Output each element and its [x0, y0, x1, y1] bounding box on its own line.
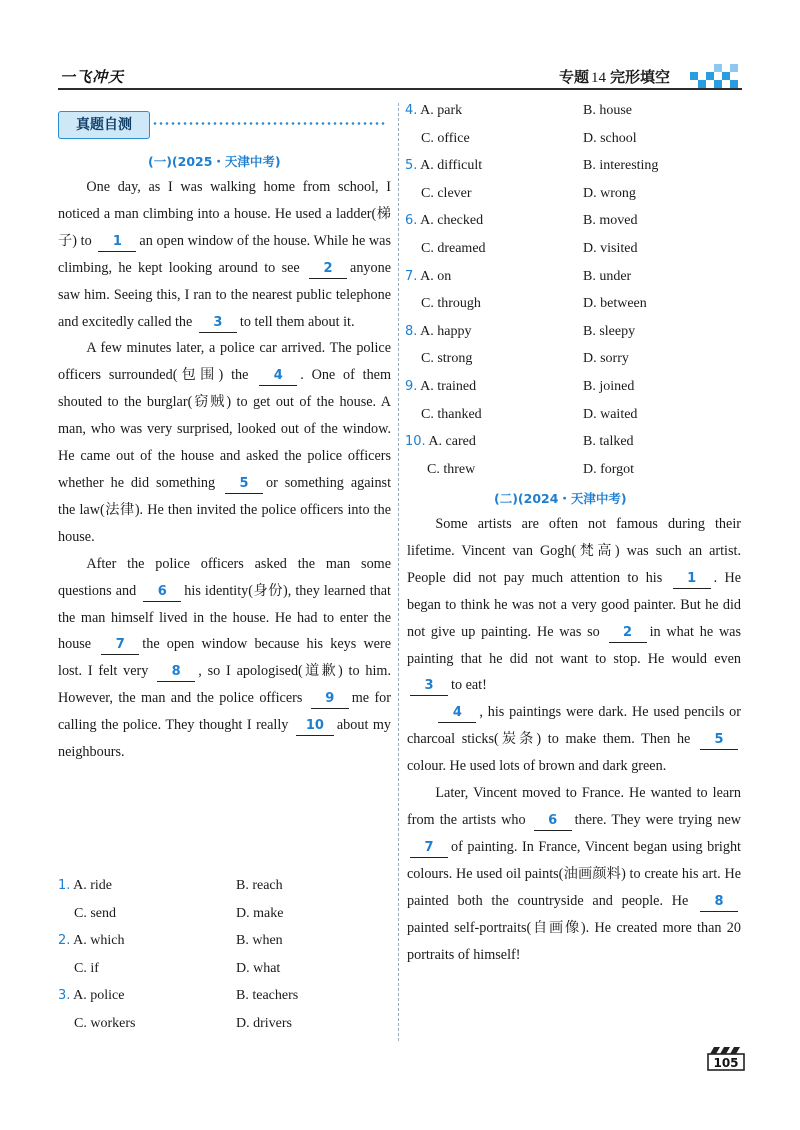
option-row	[405, 207, 735, 234]
passage-text: there. They were trying new	[574, 811, 741, 828]
blank-3[interactable]: 3	[410, 677, 448, 696]
blank-1[interactable]: 1	[98, 233, 136, 252]
option-row	[58, 1010, 388, 1037]
option-d[interactable]: D. wrong	[583, 185, 636, 201]
option-d[interactable]: D. forgot	[583, 461, 635, 477]
blank-7[interactable]: 7	[410, 839, 448, 858]
option-text: A. trained	[420, 379, 477, 394]
passage-text: the open window because his keys were lost. I felt very	[58, 636, 392, 680]
blank-2[interactable]: 2	[309, 260, 347, 279]
blank-4[interactable]: 4	[259, 367, 297, 386]
blank-8[interactable]: 8	[700, 893, 738, 912]
passage2-title: (二)(2024・天津中考)	[494, 491, 627, 506]
topic-heading	[559, 66, 670, 87]
option-row	[405, 428, 735, 455]
option-text: A. on	[420, 268, 452, 284]
blank-5[interactable]: 5	[225, 475, 263, 494]
option-a[interactable]	[58, 872, 112, 899]
option-b[interactable]: B. when	[236, 933, 283, 949]
passage-text: , his paintings were dark. He used pencils or charcoal sticks(炭条) to make them. Then he	[407, 704, 741, 748]
paragraph	[407, 780, 741, 968]
question-number: 1.	[58, 878, 71, 893]
option-row	[405, 152, 735, 179]
option-text: A. police	[73, 988, 125, 1004]
option-a[interactable]	[405, 263, 451, 290]
option-text: A. ride	[73, 878, 113, 893]
option-text: A. checked	[420, 213, 484, 229]
passage-text: of painting. In France, Vincent began using bright colours. He used oil paints(油画颜料) to create his art. He painted both the countryside and people. He	[407, 838, 741, 909]
page-number: 105	[713, 1056, 739, 1070]
option-row	[58, 982, 388, 1009]
column-divider	[398, 103, 400, 1041]
blank-9[interactable]: 9	[311, 690, 349, 709]
option-row	[405, 318, 735, 345]
blank-10[interactable]: 10	[296, 717, 334, 736]
paragraph	[407, 511, 741, 699]
option-text: C. threw	[427, 461, 476, 477]
paragraph	[58, 174, 391, 335]
option-c[interactable]	[421, 235, 486, 262]
option-row	[405, 290, 735, 317]
option-text: C. dreamed	[421, 241, 486, 256]
blank-6[interactable]: 6	[534, 812, 572, 831]
blank-8[interactable]: 8	[157, 663, 195, 682]
option-b[interactable]: B. sleepy	[583, 323, 636, 339]
section-tag: 真题自测	[58, 111, 150, 139]
passage-text: painted self-portraits(自画像). He created more than 20 portraits of himself!	[407, 919, 741, 963]
option-d[interactable]: D. drivers	[236, 1016, 292, 1031]
page-header	[58, 62, 742, 100]
option-c[interactable]	[74, 955, 99, 982]
passage-text: One day, as I was walking home from school, I noticed a man climbing into a house. He used a ladder(梯子) to	[58, 179, 391, 249]
question-number: 7.	[405, 268, 418, 284]
paragraph	[58, 551, 391, 766]
option-text: A. happy	[420, 323, 472, 339]
topic-number: 14	[590, 70, 606, 86]
passage1-title: (一)(2025・天津中考)	[148, 154, 281, 169]
option-row	[405, 345, 735, 372]
option-a[interactable]	[405, 373, 476, 400]
topic-label: 专题	[558, 68, 589, 86]
option-row	[405, 97, 735, 124]
passage1-body	[58, 174, 391, 766]
passage-text: to eat!	[451, 677, 487, 694]
option-c[interactable]	[74, 1010, 135, 1037]
section-dots	[152, 122, 387, 125]
option-d[interactable]: D. what	[236, 960, 281, 976]
option-b[interactable]: B. moved	[583, 213, 638, 229]
question-number: 9.	[405, 379, 418, 394]
option-a[interactable]	[58, 982, 124, 1009]
passage-text: or something against the law(法律). He then invited the police officers into the house.	[58, 474, 392, 545]
option-c[interactable]	[421, 401, 482, 428]
option-text: C. clever	[421, 185, 472, 201]
blank-5[interactable]: 5	[700, 731, 738, 750]
option-row	[58, 872, 388, 899]
option-text: C. through	[421, 296, 481, 312]
option-a[interactable]	[405, 207, 483, 234]
question-number: 10.	[405, 434, 426, 450]
question-number: 2.	[58, 933, 71, 949]
option-c[interactable]	[74, 900, 116, 927]
option-text: A. which	[73, 933, 125, 949]
option-b[interactable]: B. house	[583, 103, 632, 118]
passage-text: Later, Vincent moved to France. He wanted to learn from the artists who	[407, 785, 741, 828]
option-row	[405, 456, 735, 483]
blank-3[interactable]: 3	[199, 314, 237, 333]
passage-text: his identity(身份), they learned that the man himself lived in the house. He had to enter the house	[58, 582, 391, 653]
passage-text: , so I apologised(道歉) to him. However, the man and the police officers	[58, 663, 391, 707]
option-row	[58, 900, 388, 927]
option-a[interactable]	[405, 428, 476, 455]
passage-text: After the police officers asked the man some questions and	[58, 555, 391, 599]
option-c[interactable]	[421, 345, 472, 372]
passage-text: anyone saw him. Seeing this, I ran to the nearest public telephone and excitedly called the	[58, 259, 392, 330]
option-row	[405, 235, 735, 262]
brand-logo: 一飞冲天	[60, 68, 125, 86]
option-d[interactable]: D. between	[583, 296, 647, 312]
paragraph	[58, 335, 391, 550]
passage-text: A few minutes later, a police car arrived. The police officers surrounded(包围) the	[58, 340, 391, 384]
option-d[interactable]: D. school	[583, 130, 637, 146]
blank-2[interactable]: 2	[609, 624, 647, 643]
option-text: C. thanked	[421, 406, 482, 422]
passage-text: in what he was painting that he did not want to stop. He would even	[407, 623, 742, 667]
question-number: 4.	[405, 103, 418, 118]
option-row	[405, 180, 735, 207]
question-number: 3.	[58, 988, 71, 1004]
option-text: C. strong	[421, 351, 473, 367]
option-c[interactable]	[421, 125, 470, 152]
option-text: A. cared	[428, 434, 476, 450]
passage-text: colour. He used lots of brown and dark green.	[407, 758, 667, 775]
passage-text: me for calling the police. They thought I really	[58, 690, 391, 734]
option-text: A. park	[420, 103, 463, 118]
option-text: A. difficult	[420, 158, 483, 174]
option-c[interactable]	[427, 456, 475, 483]
passage-text: Some artists are often not famous during their lifetime. Vincent van Gogh(梵高) was such an artist. People did not pay much attention to his	[407, 516, 741, 586]
option-c[interactable]	[421, 180, 472, 207]
option-row	[405, 263, 735, 290]
question-number: 5.	[405, 158, 418, 174]
option-text: C. send	[74, 905, 116, 921]
option-b[interactable]: B. teachers	[236, 988, 299, 1004]
option-b[interactable]: B. talked	[583, 434, 634, 450]
option-row	[58, 927, 388, 954]
question-number: 8.	[405, 323, 418, 339]
option-b[interactable]: B. joined	[583, 379, 635, 394]
passage2-body	[407, 511, 741, 968]
option-a[interactable]	[405, 97, 462, 124]
option-d[interactable]: D. visited	[583, 241, 638, 256]
passage-text: . One of them shouted to the burglar(窃贼) to get out of the house. A man, who was very surprised, looked out of the window. He came out of the house and asked the police officers whether he did something	[58, 367, 392, 491]
passage-text: to tell them about it.	[239, 313, 355, 330]
option-d[interactable]: D. sorry	[583, 351, 629, 367]
option-b[interactable]: B. reach	[236, 878, 283, 893]
checker-decoration	[690, 62, 742, 89]
passage-text: an open window of the house. While he was climbing, he kept looking around to see	[58, 232, 391, 276]
option-d[interactable]: D. make	[236, 905, 284, 921]
option-row	[405, 125, 735, 152]
paragraph	[407, 699, 741, 780]
topic-title: 完形填空	[609, 68, 670, 86]
passage-text: about my neighbours.	[58, 717, 392, 761]
option-row	[405, 373, 735, 400]
option-a[interactable]	[405, 152, 482, 179]
blank-4[interactable]: 4	[438, 704, 476, 723]
option-text: C. workers	[74, 1016, 136, 1031]
option-text: C. office	[421, 130, 470, 146]
header-rule	[58, 88, 742, 90]
blank-6[interactable]: 6	[143, 583, 181, 602]
blank-7[interactable]: 7	[101, 636, 139, 655]
blank-1[interactable]: 1	[673, 570, 711, 589]
option-text: C. if	[74, 960, 99, 976]
option-b[interactable]: B. interesting	[583, 158, 659, 174]
question-number: 6.	[405, 213, 418, 229]
passage-text: . He began to think he was not a very good painter. But he did not give up painting. He was so	[407, 569, 741, 640]
option-c[interactable]	[421, 290, 481, 317]
option-a[interactable]	[58, 927, 124, 954]
option-row	[405, 401, 735, 428]
option-row	[58, 955, 388, 982]
option-a[interactable]	[405, 318, 471, 345]
option-b[interactable]: B. under	[583, 268, 632, 284]
option-d[interactable]: D. waited	[583, 406, 638, 422]
